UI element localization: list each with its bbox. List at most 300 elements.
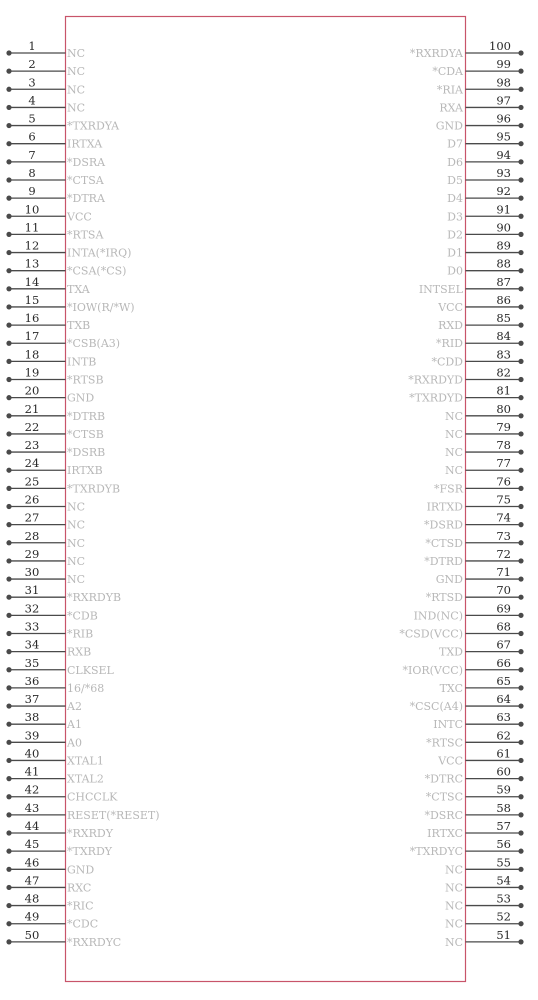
pin — [445, 438, 524, 459]
pin-number: 73 — [496, 528, 511, 543]
pin-name: NC — [444, 899, 463, 913]
pin-endpoint — [6, 540, 11, 545]
pin-name: *DSRB — [67, 446, 106, 460]
pin-number: 25 — [24, 474, 40, 489]
pin-number: 72 — [496, 546, 511, 561]
pin-number: 49 — [24, 909, 40, 924]
pin-endpoint — [6, 159, 11, 164]
pin — [445, 420, 524, 441]
pin-number: 92 — [496, 184, 511, 199]
pin-endpoint — [518, 758, 523, 763]
pin — [6, 184, 106, 205]
pin-name: *CSB(A3) — [67, 337, 121, 351]
pin-number: 60 — [496, 764, 511, 779]
pin-endpoint — [518, 449, 523, 454]
pin-name: VCC — [438, 754, 463, 768]
pin-endpoint — [518, 667, 523, 672]
pin-endpoint — [518, 486, 523, 491]
pin — [6, 746, 103, 767]
pin-number: 1 — [28, 39, 36, 53]
pin-number: 98 — [496, 75, 511, 90]
pin-endpoint — [6, 449, 11, 454]
pin-number: 37 — [24, 692, 40, 707]
pin-number: 76 — [496, 474, 511, 489]
pin-endpoint — [518, 740, 523, 745]
pin-endpoint — [518, 631, 523, 636]
pin-endpoint — [6, 830, 11, 835]
pin-name: NC — [444, 464, 463, 478]
pin-name: CHCCLK — [67, 790, 118, 804]
pin — [6, 93, 85, 114]
pin-endpoint — [6, 522, 11, 527]
pin-number: 54 — [496, 873, 511, 888]
pin-endpoint — [6, 50, 11, 55]
pin-endpoint — [518, 685, 523, 690]
pin — [447, 220, 523, 241]
pin-number: 29 — [24, 546, 40, 561]
pin — [447, 239, 523, 260]
pin-number: 35 — [24, 655, 40, 670]
pin — [6, 892, 93, 913]
pin-number: 66 — [496, 655, 511, 670]
pin-number: 15 — [24, 292, 40, 307]
pin-endpoint — [518, 540, 523, 545]
pin-endpoint — [6, 685, 11, 690]
pin-endpoint — [6, 486, 11, 491]
pin-number: 56 — [496, 837, 511, 852]
pin-number: 28 — [24, 528, 40, 543]
pin-number: 75 — [496, 492, 511, 507]
pin-number: 31 — [24, 583, 40, 598]
pin-name: TXB — [67, 319, 91, 333]
pin-name: *RIA — [436, 83, 463, 97]
pin-endpoint — [6, 395, 11, 400]
pin-endpoint — [6, 69, 11, 74]
pin-name: *CDC — [67, 917, 99, 931]
pin-endpoint — [518, 504, 523, 509]
pin-name: D4 — [447, 192, 463, 206]
pin-endpoint — [6, 631, 11, 636]
pin-name: GND — [435, 119, 463, 133]
pin-number: 10 — [24, 202, 40, 217]
pin-number: 16 — [24, 311, 40, 326]
pin-number: 63 — [496, 710, 511, 725]
pin — [6, 601, 97, 622]
pin-endpoint — [6, 286, 11, 291]
pin-name: D5 — [447, 173, 463, 187]
pin-endpoint — [518, 341, 523, 346]
pin — [6, 837, 112, 858]
pin-number: 30 — [24, 565, 40, 580]
pin — [6, 710, 82, 731]
pin-endpoint — [6, 123, 11, 128]
pin-number: 55 — [496, 855, 511, 870]
pin-name: INTB — [67, 355, 97, 369]
pin-name: TXC — [439, 681, 463, 695]
pin-endpoint — [6, 903, 11, 908]
pin-name: XTAL2 — [67, 772, 104, 786]
pin — [445, 855, 524, 876]
pin-name: D6 — [447, 155, 463, 169]
pin-number: 96 — [496, 111, 511, 126]
pin-endpoint — [518, 304, 523, 309]
pin-name: *DSRD — [424, 518, 463, 532]
pin — [6, 474, 120, 495]
pin-endpoint — [518, 431, 523, 436]
pin-name: INTA(*IRQ) — [67, 246, 132, 260]
pin-number: 71 — [496, 565, 511, 580]
pin-number: 62 — [496, 728, 511, 743]
pin-number: 50 — [24, 927, 40, 942]
pin — [6, 57, 85, 78]
pin-endpoint — [518, 776, 523, 781]
pin-number: 11 — [24, 220, 40, 235]
pin-number: 67 — [496, 637, 511, 652]
pin-number: 43 — [24, 800, 40, 815]
pin-name: 16/*68 — [67, 681, 105, 695]
left-pin-group — [6, 39, 159, 949]
pin — [445, 456, 524, 477]
pin-number: 90 — [496, 220, 511, 235]
pin — [6, 583, 121, 604]
pin-number: 9 — [28, 184, 36, 199]
pin-endpoint — [6, 214, 11, 219]
pin-number: 41 — [24, 764, 40, 779]
pin-name: *RIC — [67, 899, 94, 913]
pin-endpoint — [6, 613, 11, 618]
pin-endpoint — [518, 323, 523, 328]
pin-name: INTC — [433, 718, 463, 732]
pin-name: NC — [67, 101, 86, 115]
pin-endpoint — [518, 159, 523, 164]
pin-name: NC — [444, 446, 463, 460]
pin-endpoint — [518, 105, 523, 110]
pin-number: 53 — [496, 891, 511, 906]
pin-endpoint — [6, 595, 11, 600]
pin-number: 39 — [24, 728, 40, 743]
pin-number: 36 — [24, 673, 40, 688]
pin-name: NC — [67, 65, 86, 79]
pin-endpoint — [6, 558, 11, 563]
pin-endpoint — [518, 921, 523, 926]
pin-endpoint — [6, 504, 11, 509]
pin-number: 17 — [24, 329, 40, 344]
pin-number: 94 — [496, 147, 511, 162]
pin-endpoint — [518, 522, 523, 527]
pin-number: 46 — [24, 855, 40, 870]
pin-name: TXA — [67, 282, 90, 296]
pin-number: 80 — [496, 401, 511, 416]
pin-name: D3 — [447, 210, 463, 224]
pin-endpoint — [6, 776, 11, 781]
pin-endpoint — [6, 323, 11, 328]
pin-name: NC — [67, 500, 86, 514]
pin — [445, 928, 524, 949]
pin-name: NC — [67, 518, 86, 532]
pin-name: INTSEL — [418, 282, 463, 296]
pin-number: 45 — [24, 837, 40, 852]
pin-name: *TXRDY — [67, 845, 113, 859]
pin-number: 100 — [489, 39, 511, 53]
pin-number: 65 — [496, 673, 511, 688]
pin — [6, 656, 114, 677]
pin-endpoint — [518, 849, 523, 854]
pin-name: NC — [444, 881, 463, 895]
pin-name: NC — [67, 83, 86, 97]
pin-name: D2 — [447, 228, 463, 242]
pin-endpoint — [518, 232, 523, 237]
pin-name: *TXRDYB — [67, 482, 121, 496]
pin-endpoint — [6, 812, 11, 817]
pin-number: 7 — [28, 147, 36, 162]
pin-name: *RTSB — [67, 373, 104, 387]
pin-name: VCC — [67, 210, 92, 224]
pin-name: *CTSB — [67, 427, 104, 441]
pin-number: 86 — [496, 292, 511, 307]
pin-name: *DTRB — [67, 409, 106, 423]
pin-number: 82 — [496, 365, 511, 380]
pin — [447, 202, 523, 223]
pin-endpoint — [6, 250, 11, 255]
pin-name: NC — [67, 573, 86, 587]
pin-endpoint — [6, 377, 11, 382]
pin-name: *DTRA — [67, 192, 105, 206]
pin-name: *CSA(*CS) — [67, 264, 127, 278]
pin — [6, 674, 104, 695]
pin — [6, 692, 82, 713]
pin-name: *CSD(VCC) — [399, 627, 463, 641]
pin-name: *RTSC — [426, 736, 463, 750]
pin-name: *DSRC — [424, 808, 463, 822]
pin-number: 79 — [496, 419, 511, 434]
pin-number: 2 — [28, 57, 36, 72]
pin — [6, 456, 102, 477]
pin-endpoint — [6, 740, 11, 745]
pin-endpoint — [518, 250, 523, 255]
pin-number: 5 — [28, 111, 36, 126]
pin-endpoint — [518, 595, 523, 600]
pin-name: *DSRA — [67, 155, 106, 169]
pin-number: 4 — [28, 93, 36, 108]
pin-endpoint — [6, 177, 11, 182]
pin-name: XTAL1 — [67, 754, 104, 768]
pin-endpoint — [6, 304, 11, 309]
pin-number: 32 — [24, 601, 40, 616]
pin-number: 78 — [496, 438, 511, 453]
pin-endpoint — [6, 141, 11, 146]
pin-endpoint — [518, 141, 523, 146]
pin — [6, 39, 85, 60]
pin — [6, 148, 106, 169]
pin-name: *CSC(A4) — [409, 700, 463, 714]
pin-number: 33 — [24, 619, 40, 634]
pin-number: 93 — [496, 165, 511, 180]
pin-number: 24 — [24, 456, 40, 471]
pin-name: RXA — [439, 101, 463, 115]
pin — [6, 493, 85, 514]
pin-endpoint — [518, 649, 523, 654]
pin — [6, 619, 93, 640]
pin-number: 47 — [24, 873, 40, 888]
pin-endpoint — [518, 903, 523, 908]
pin-number: 12 — [24, 238, 40, 253]
pin — [447, 166, 523, 187]
pin — [6, 819, 113, 840]
pin-endpoint — [518, 214, 523, 219]
pin — [447, 148, 523, 169]
pin — [6, 910, 98, 931]
pin-endpoint — [518, 50, 523, 55]
pin — [6, 75, 85, 96]
pin-endpoint — [6, 885, 11, 890]
pin-endpoint — [6, 268, 11, 273]
pin-endpoint — [518, 359, 523, 364]
pin-endpoint — [6, 794, 11, 799]
pin-number: 23 — [24, 438, 40, 453]
pin-name: TXD — [439, 645, 463, 659]
pin-name: RXD — [438, 319, 463, 333]
pin-name: *RXRDYC — [67, 935, 122, 949]
pin-number: 68 — [496, 619, 511, 634]
pin-name: *CDA — [432, 65, 463, 79]
pin — [6, 384, 94, 405]
pin-number: 21 — [24, 401, 40, 416]
pin-number: 84 — [496, 329, 511, 344]
pin — [6, 220, 104, 241]
pin-number: 69 — [496, 601, 511, 616]
pin-name: IRTXA — [67, 137, 103, 151]
pin — [6, 728, 82, 749]
pin — [447, 184, 523, 205]
pin — [6, 565, 85, 586]
pin-endpoint — [518, 87, 523, 92]
pin-number: 64 — [496, 692, 511, 707]
pin-endpoint — [6, 431, 11, 436]
pin-number: 52 — [496, 909, 511, 924]
pin — [6, 366, 103, 387]
pin-endpoint — [518, 576, 523, 581]
pin-number: 27 — [24, 510, 40, 525]
pin — [6, 547, 85, 568]
pin-endpoint — [6, 649, 11, 654]
pin-endpoint — [518, 468, 523, 473]
pin — [6, 783, 118, 804]
pin-number: 57 — [496, 819, 511, 834]
pin-name: *TXRDYA — [67, 119, 120, 133]
pin-number: 40 — [24, 746, 40, 761]
pin-endpoint — [518, 812, 523, 817]
pin — [6, 202, 91, 223]
pin-endpoint — [6, 703, 11, 708]
pin-endpoint — [6, 359, 11, 364]
pin — [6, 112, 120, 133]
pin-endpoint — [518, 377, 523, 382]
pin-endpoint — [518, 395, 523, 400]
pin-name: NC — [444, 409, 463, 423]
pin-name: *RXRDYA — [409, 47, 463, 60]
pin-name: IRTXC — [427, 827, 463, 841]
pin-name: NC — [67, 47, 86, 60]
pin-name: A1 — [67, 718, 82, 732]
pin-endpoint — [6, 921, 11, 926]
pin — [6, 855, 94, 876]
pin-endpoint — [518, 196, 523, 201]
pin — [6, 130, 103, 151]
pin-endpoint — [518, 123, 523, 128]
pin-endpoint — [518, 413, 523, 418]
pin-name: D1 — [447, 246, 463, 260]
pin-number: 70 — [496, 583, 511, 598]
pin — [6, 166, 104, 187]
pin-name: NC — [444, 935, 463, 949]
pin-endpoint — [6, 867, 11, 872]
pin — [445, 910, 524, 931]
pin-number: 18 — [24, 347, 40, 362]
pin-endpoint — [6, 939, 11, 944]
pin-number: 58 — [496, 800, 511, 815]
pin — [6, 438, 105, 459]
pin — [6, 928, 121, 949]
pin-name: IRTXB — [67, 464, 103, 478]
pin-name: *RID — [436, 337, 463, 351]
pin-number: 51 — [496, 927, 511, 942]
pin — [6, 275, 90, 296]
pin — [445, 402, 524, 423]
pin — [6, 873, 91, 894]
pin-name: *IOR(VCC) — [402, 663, 463, 677]
pin — [6, 311, 90, 332]
pin-number: 74 — [496, 510, 511, 525]
pin-endpoint — [6, 196, 11, 201]
pin-name: *RXRDYB — [67, 591, 122, 605]
pin-name: NC — [444, 917, 463, 931]
pin-number: 44 — [24, 819, 40, 834]
pin-number: 20 — [24, 383, 40, 398]
pin-name: NC — [67, 554, 86, 568]
pin-name: *CTSD — [425, 536, 463, 550]
pin-name: D0 — [447, 264, 463, 278]
pin-endpoint — [6, 667, 11, 672]
pin-endpoint — [518, 885, 523, 890]
pin-number: 8 — [28, 165, 36, 180]
pin-endpoint — [518, 722, 523, 727]
pin-endpoint — [6, 576, 11, 581]
pin-name: *CTSA — [67, 173, 104, 187]
pin-endpoint — [6, 413, 11, 418]
pin-name: GND — [435, 573, 463, 587]
pin-number: 88 — [496, 256, 511, 271]
pin-number: 34 — [24, 637, 40, 652]
pin-name: IND(NC) — [413, 609, 463, 623]
pin-number: 61 — [496, 746, 511, 761]
pin-endpoint — [518, 703, 523, 708]
pin-number: 89 — [496, 238, 511, 253]
pin-name: *FSR — [434, 482, 463, 496]
pin-number: 13 — [24, 256, 40, 271]
pin-endpoint — [518, 939, 523, 944]
pin-endpoint — [518, 830, 523, 835]
pin-name: *RTSA — [67, 228, 104, 242]
pin-name: NC — [67, 536, 86, 550]
pin-endpoint — [6, 722, 11, 727]
pin-endpoint — [518, 268, 523, 273]
pin-name: *CTSC — [425, 790, 463, 804]
pin — [6, 402, 105, 423]
pin-number: 3 — [28, 75, 36, 90]
pin-endpoint — [6, 468, 11, 473]
pin-endpoint — [518, 558, 523, 563]
pin-name: NC — [444, 427, 463, 441]
